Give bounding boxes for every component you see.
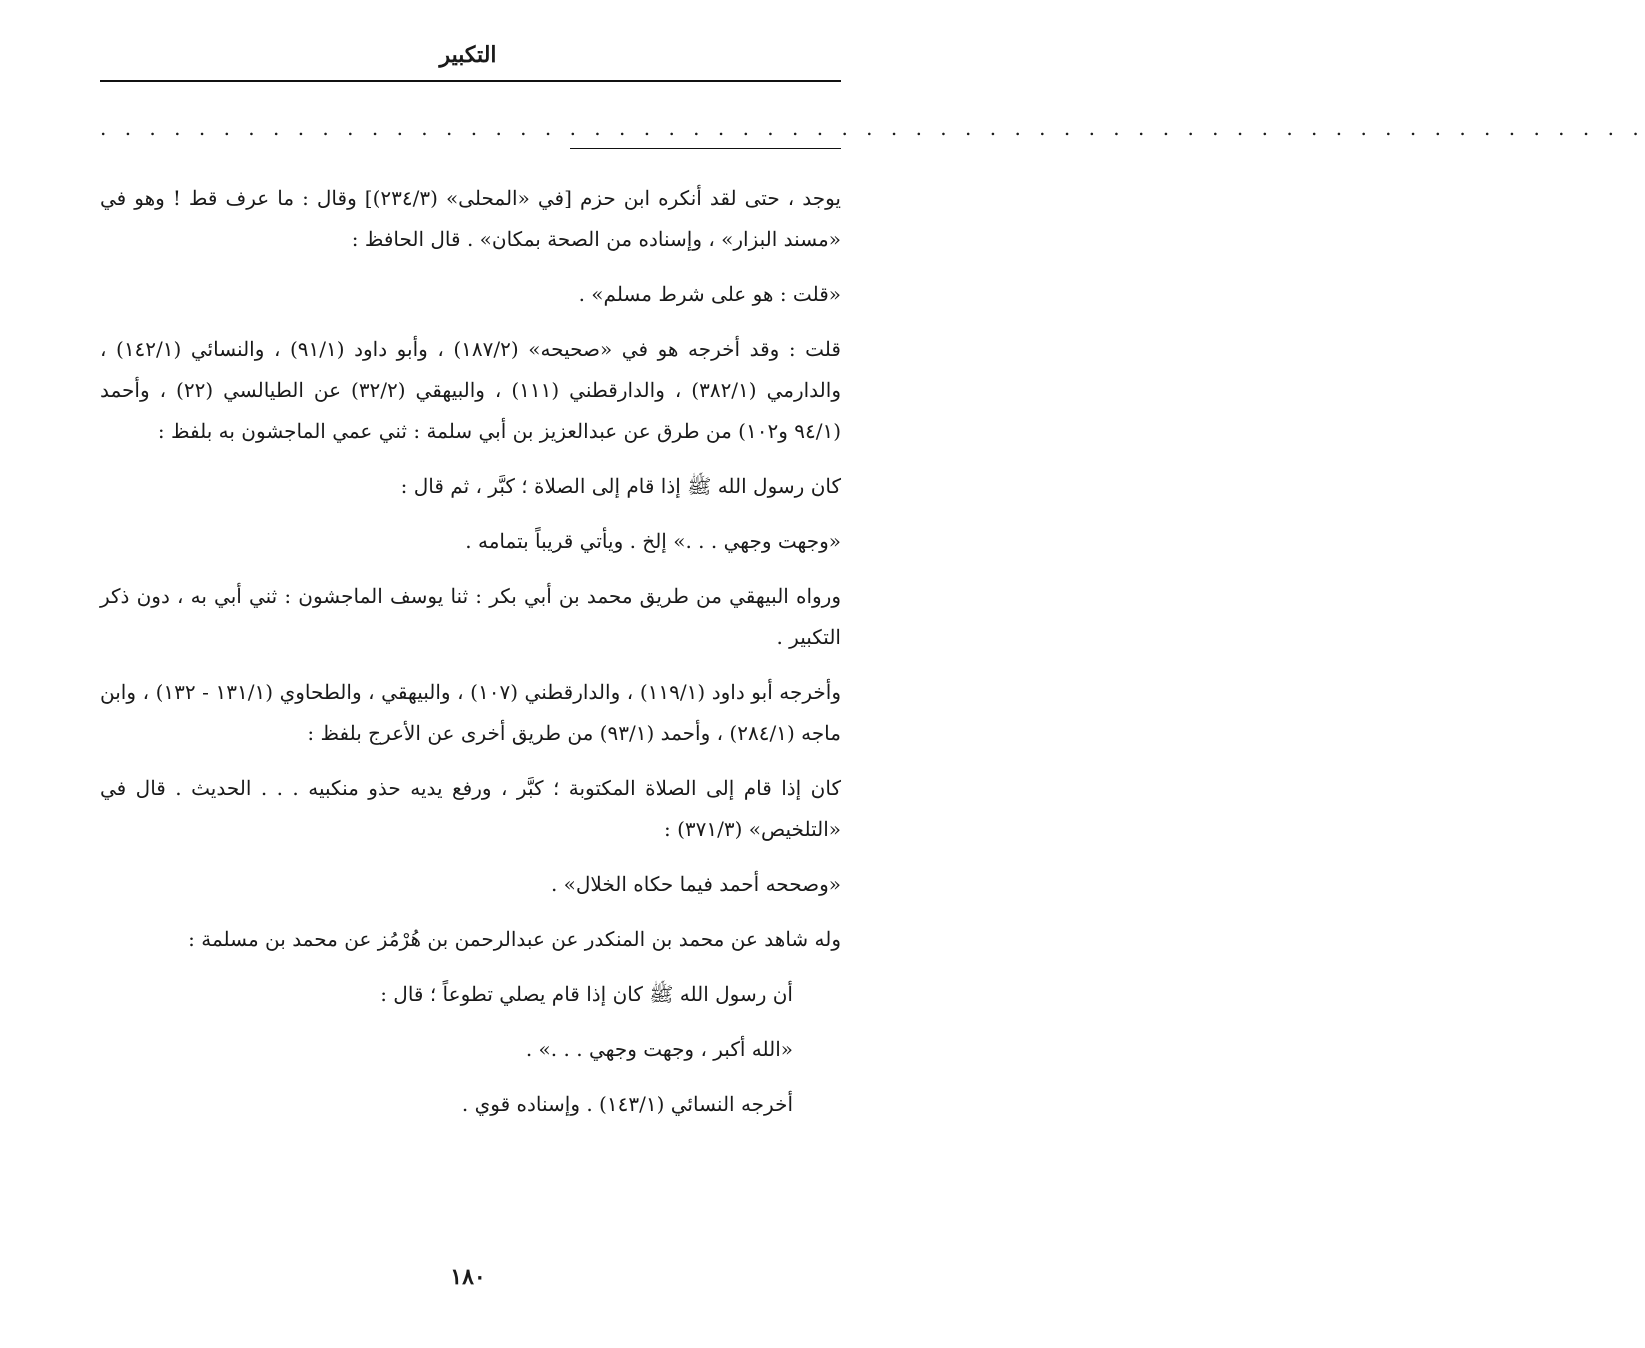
paragraph: أن رسول الله ﷺ كان إذا قام يصلي تطوعاً ؛ قال : xyxy=(380,982,793,1006)
paragraph: وله شاهد عن محمد بن المنكدر عن عبدالرحمن بن هُرْمُز عن محمد بن مسلمة : xyxy=(188,927,841,951)
footnote-body xyxy=(100,178,841,1139)
paragraph: كان إذا قام إلى الصلاة المكتوبة ؛ كبَّر ، ورفع يديه حذو منكبيه . . . الحديث . قال في «التلخيص» (٣٧١/٣) : xyxy=(100,776,841,841)
paragraph: «الله أكبر ، وجهت وجهي . . .» . xyxy=(525,1037,793,1061)
header-rule xyxy=(100,80,841,82)
running-header-title: التكبير xyxy=(439,42,497,68)
paragraph: «وجهت وجهي . . .» إلخ . ويأتي قريباً بتمامه . xyxy=(465,529,841,553)
paragraph: وأخرجه أبو داود (١١٩/١) ، والدارقطني (١٠٧) ، والبيهقي ، والطحاوي (١٣١/١ - ١٣٢) ، وابن ماجه (٢٨٤/١) ، وأحمد (٩٣/١) من طريق أخرى عن الأعرج بلفظ : xyxy=(100,680,842,745)
paragraph: «قلت : هو على شرط مسلم» . xyxy=(578,282,841,306)
paragraph: «وصححه أحمد فيما حكاه الخلال» . xyxy=(550,872,841,896)
paragraph: أخرجه النسائي (١٤٣/١) . وإسناده قوي . xyxy=(461,1092,793,1116)
footnote-continuation-dots: . . . . . . . . . . . . . . . . . . . . . . . . . . . . . . . . . . . . . . . . . . . . . . . . . . . . . . . . . . . . . . . xyxy=(100,116,1645,140)
footnote-separator-rule xyxy=(570,148,841,149)
page-number: ١٨٠ xyxy=(450,1264,486,1290)
paragraph: ورواه البيهقي من طريق محمد بن أبي بكر : ثنا يوسف الماجشون : ثني أبي به ، دون ذكر التكبير . xyxy=(100,584,841,649)
paragraph: يوجد ، حتى لقد أنكره ابن حزم [في «المحلى» (٢٣٤/٣)] وقال : ما عرف قط ! وهو في «مسند البزار» ، وإسناده من الصحة بمكان» . قال الحافظ : xyxy=(100,186,841,251)
paragraph: قلت : وقد أخرجه هو في «صحيحه» (١٨٧/٢) ، وأبو داود (٩١/١) ، والنسائي (١٤٢/١) ، والدارمي (٣٨٢/١) ، والدارقطني (١١١) ، والبيهقي (٣٢/٢) عن الطيالسي (٢٢) ، وأحمد (٩٤/١ و١٠٢) من طرق عن عبدالعزيز بن أبي سلمة : ثني عمي الماجشون به بلفظ : xyxy=(100,337,841,443)
paragraph: كان رسول الله ﷺ إذا قام إلى الصلاة ؛ كبَّر ، ثم قال : xyxy=(400,474,841,498)
